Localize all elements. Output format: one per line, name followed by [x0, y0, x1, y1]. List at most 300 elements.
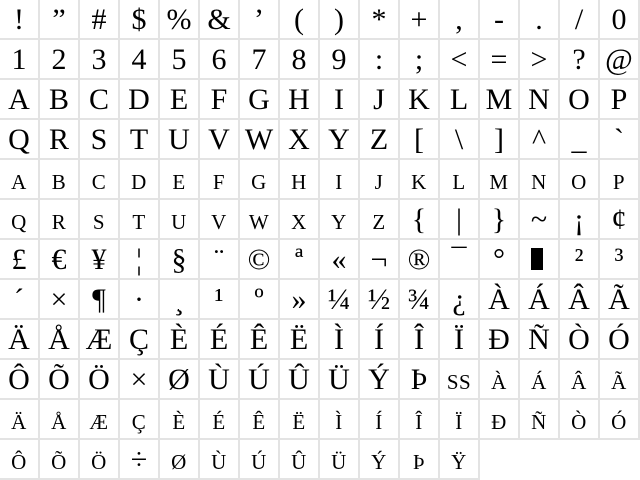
glyph: ® [407, 243, 431, 276]
glyph: X [291, 210, 307, 234]
glyph: 8 [291, 43, 307, 76]
glyph-cell[interactable] [240, 0, 280, 40]
glyph-cell[interactable] [560, 120, 600, 160]
glyph-cell[interactable] [320, 40, 360, 80]
glyph-cell[interactable] [80, 0, 120, 40]
glyph: \ [454, 123, 464, 156]
glyph: 3 [91, 43, 107, 76]
glyph: À [488, 283, 510, 316]
glyph-cell[interactable] [0, 40, 40, 80]
glyph: $ [131, 3, 147, 36]
glyph: ¥ [91, 243, 107, 276]
glyph-cell[interactable] [200, 120, 240, 160]
glyph-cell[interactable] [40, 40, 80, 80]
glyph-cell[interactable] [400, 80, 440, 120]
glyph: Â [571, 370, 587, 394]
glyph-cell[interactable] [40, 240, 80, 280]
glyph-cell[interactable] [0, 440, 40, 480]
glyph-cell[interactable] [480, 200, 520, 240]
glyph-cell[interactable] [240, 200, 280, 240]
glyph-cell[interactable] [600, 280, 640, 320]
glyph-cell[interactable] [80, 320, 120, 360]
glyph-cell[interactable] [480, 320, 520, 360]
glyph-cell[interactable] [400, 200, 440, 240]
glyph-cell[interactable] [80, 160, 120, 200]
glyph-cell[interactable] [120, 320, 160, 360]
glyph-cell[interactable] [320, 120, 360, 160]
glyph: Å [48, 323, 70, 356]
glyph-cell[interactable] [360, 200, 400, 240]
glyph-cell[interactable] [280, 0, 320, 40]
glyph-cell[interactable] [200, 320, 240, 360]
glyph-cell[interactable] [520, 360, 560, 400]
glyph: ´ [14, 283, 24, 316]
glyph-cell[interactable] [440, 400, 480, 440]
glyph: × [50, 283, 68, 316]
glyph: [ [414, 123, 424, 156]
glyph-cell[interactable] [80, 40, 120, 80]
glyph: Q [8, 123, 30, 156]
glyph-cell[interactable] [240, 240, 280, 280]
glyph-cell[interactable] [560, 160, 600, 200]
glyph: Ê [249, 323, 269, 356]
glyph-cell[interactable] [40, 80, 80, 120]
glyph-cell[interactable] [440, 440, 480, 480]
glyph: P [612, 170, 626, 194]
glyph: Ç [131, 410, 147, 434]
glyph-cell[interactable] [400, 360, 440, 400]
glyph: = [490, 43, 508, 76]
glyph-cell[interactable] [0, 120, 40, 160]
glyph-cell[interactable] [240, 120, 280, 160]
glyph: Ë [289, 323, 309, 356]
glyph-cell[interactable] [160, 240, 200, 280]
glyph-cell[interactable] [0, 200, 40, 240]
glyph-cell[interactable] [240, 40, 280, 80]
glyph-cell[interactable] [400, 280, 440, 320]
glyph: V [208, 123, 230, 156]
glyph-cell[interactable] [80, 360, 120, 400]
glyph-cell[interactable] [40, 160, 80, 200]
glyph: - [494, 3, 504, 36]
glyph-cell[interactable] [40, 0, 80, 40]
glyph-cell[interactable] [360, 320, 400, 360]
glyph-cell[interactable] [200, 360, 240, 400]
glyph: Ì [334, 323, 344, 356]
glyph: Â [568, 283, 590, 316]
glyph-cell[interactable] [120, 200, 160, 240]
glyph: | [455, 203, 462, 236]
glyph-cell[interactable] [440, 280, 480, 320]
glyph: Þ [412, 450, 426, 474]
glyph-cell[interactable] [560, 0, 600, 40]
glyph: ] [494, 123, 504, 156]
glyph: } [491, 203, 507, 236]
glyph: B [48, 83, 69, 116]
glyph-cell[interactable] [160, 0, 200, 40]
glyph: Ä [11, 410, 27, 434]
glyph-cell[interactable] [560, 40, 600, 80]
glyph-cell[interactable] [320, 80, 360, 120]
glyph-cell[interactable] [80, 440, 120, 480]
glyph-cell[interactable] [320, 160, 360, 200]
glyph-cell[interactable] [0, 400, 40, 440]
glyph-cell[interactable] [0, 160, 40, 200]
glyph-cell[interactable] [360, 240, 400, 280]
glyph: Í [374, 323, 384, 356]
glyph-cell[interactable] [280, 160, 320, 200]
glyph-cell[interactable] [520, 280, 560, 320]
glyph-cell[interactable] [440, 0, 480, 40]
glyph-cell[interactable] [480, 120, 520, 160]
glyph-cell[interactable] [200, 280, 240, 320]
glyph-cell[interactable] [40, 320, 80, 360]
glyph: ~ [530, 203, 548, 236]
glyph-cell[interactable] [40, 120, 80, 160]
glyph: ¼ [327, 283, 351, 316]
glyph-cell[interactable] [320, 0, 360, 40]
glyph-cell[interactable] [400, 40, 440, 80]
glyph-cell[interactable] [280, 200, 320, 240]
glyph: . [535, 3, 543, 36]
empty-cell [560, 440, 600, 480]
glyph-cell[interactable] [360, 440, 400, 480]
glyph-cell[interactable] [560, 400, 600, 440]
glyph-cell[interactable] [240, 160, 280, 200]
glyph-cell[interactable] [440, 240, 480, 280]
glyph: Î [415, 410, 423, 434]
glyph: > [530, 43, 548, 76]
glyph: ¢ [611, 203, 627, 236]
glyph-cell[interactable] [0, 240, 40, 280]
glyph-cell[interactable] [280, 320, 320, 360]
glyph: Ï [454, 323, 464, 356]
glyph: I [335, 170, 343, 194]
glyph: Ö [88, 363, 110, 396]
glyph: ” [52, 3, 66, 36]
glyph: Æ [85, 323, 113, 356]
glyph-cell[interactable] [160, 200, 200, 240]
glyph: { [411, 203, 427, 236]
glyph-cell[interactable] [360, 400, 400, 440]
glyph-cell[interactable] [120, 400, 160, 440]
glyph-cell[interactable] [0, 280, 40, 320]
glyph-cell[interactable] [560, 200, 600, 240]
glyph: Ü [331, 450, 347, 474]
glyph: Ã [608, 283, 630, 316]
glyph-cell[interactable] [360, 280, 400, 320]
glyph-cell[interactable] [560, 280, 600, 320]
glyph-cell[interactable] [120, 120, 160, 160]
glyph: Ö [91, 450, 107, 474]
glyph: T [132, 210, 146, 234]
glyph-cell[interactable] [400, 400, 440, 440]
missing-glyph-box [531, 248, 543, 270]
glyph: É [209, 323, 229, 356]
glyph-cell[interactable] [120, 40, 160, 80]
glyph-cell[interactable] [40, 280, 80, 320]
glyph-cell[interactable] [480, 160, 520, 200]
glyph-cell[interactable] [480, 280, 520, 320]
glyph: Z [372, 210, 386, 234]
glyph-cell[interactable] [0, 360, 40, 400]
glyph: / [574, 3, 584, 36]
glyph-cell[interactable] [480, 40, 520, 80]
glyph-cell[interactable] [480, 360, 520, 400]
glyph-cell[interactable] [400, 120, 440, 160]
glyph-cell[interactable] [440, 200, 480, 240]
glyph-cell[interactable] [120, 360, 160, 400]
glyph: ; [414, 43, 424, 76]
glyph-cell[interactable] [40, 200, 80, 240]
glyph-cell[interactable] [120, 280, 160, 320]
glyph-cell[interactable] [600, 240, 640, 280]
glyph-cell[interactable] [440, 320, 480, 360]
glyph-cell[interactable] [520, 400, 560, 440]
glyph-cell[interactable] [80, 400, 120, 440]
glyph-cell[interactable] [440, 40, 480, 80]
glyph-cell[interactable] [200, 240, 240, 280]
glyph: È [169, 323, 189, 356]
glyph: H [291, 170, 307, 194]
glyph-cell[interactable] [320, 400, 360, 440]
glyph: È [172, 410, 186, 434]
glyph-cell[interactable] [240, 440, 280, 480]
glyph-cell[interactable] [280, 40, 320, 80]
glyph-cell[interactable] [480, 400, 520, 440]
glyph: ½ [367, 283, 391, 316]
glyph-cell[interactable] [480, 0, 520, 40]
glyph: × [130, 363, 148, 396]
glyph-cell[interactable] [560, 320, 600, 360]
glyph-cell[interactable] [160, 80, 200, 120]
glyph-cell[interactable] [600, 160, 640, 200]
glyph-cell[interactable] [360, 0, 400, 40]
glyph-cell[interactable] [160, 40, 200, 80]
glyph-cell[interactable] [0, 320, 40, 360]
glyph-cell[interactable] [600, 40, 640, 80]
glyph: ¯ [451, 243, 467, 276]
glyph-cell[interactable] [360, 80, 400, 120]
glyph: ? [572, 43, 586, 76]
glyph: ¡ [574, 203, 584, 236]
glyph: H [288, 83, 310, 116]
glyph: @ [605, 43, 633, 76]
glyph-cell[interactable] [360, 360, 400, 400]
glyph-cell[interactable] [0, 0, 40, 40]
glyph-cell[interactable] [240, 400, 280, 440]
glyph: Æ [89, 410, 109, 434]
glyph-cell[interactable] [280, 280, 320, 320]
glyph: O [568, 83, 590, 116]
glyph-cell[interactable] [0, 80, 40, 120]
glyph: + [410, 3, 428, 36]
glyph-cell[interactable] [560, 240, 600, 280]
glyph-cell[interactable] [320, 200, 360, 240]
glyph-cell[interactable] [400, 320, 440, 360]
glyph: Ø [168, 363, 190, 396]
glyph: ’ [254, 3, 264, 36]
glyph-cell[interactable] [120, 80, 160, 120]
glyph: Ð [488, 323, 510, 356]
glyph-cell[interactable] [480, 80, 520, 120]
glyph-cell[interactable] [200, 440, 240, 480]
glyph-cell[interactable] [560, 360, 600, 400]
glyph: W [248, 210, 270, 234]
glyph-cell[interactable] [600, 80, 640, 120]
glyph-cell[interactable] [320, 360, 360, 400]
glyph-cell[interactable] [40, 400, 80, 440]
glyph-cell[interactable] [160, 120, 200, 160]
glyph: A [11, 170, 27, 194]
glyph: Ù [211, 450, 227, 474]
glyph-cell[interactable] [240, 80, 280, 120]
glyph-cell[interactable] [400, 240, 440, 280]
glyph-cell[interactable] [160, 400, 200, 440]
glyph-cell[interactable] [520, 40, 560, 80]
glyph-cell[interactable] [320, 240, 360, 280]
glyph: N [528, 83, 550, 116]
glyph: £ [11, 243, 27, 276]
glyph-cell[interactable] [320, 440, 360, 480]
glyph-cell[interactable] [440, 80, 480, 120]
glyph-cell[interactable] [280, 120, 320, 160]
glyph-cell[interactable] [80, 120, 120, 160]
glyph-cell[interactable] [320, 320, 360, 360]
glyph-cell[interactable] [520, 80, 560, 120]
glyph-cell[interactable] [200, 160, 240, 200]
glyph: ¶ [92, 283, 106, 316]
glyph: Ò [571, 410, 587, 434]
glyph-cell[interactable] [200, 80, 240, 120]
glyph: Ê [252, 410, 266, 434]
glyph-cell[interactable] [520, 160, 560, 200]
glyph-cell[interactable] [520, 320, 560, 360]
glyph: D [128, 83, 150, 116]
glyph-cell[interactable] [240, 320, 280, 360]
glyph: C [91, 170, 107, 194]
glyph: U [168, 123, 190, 156]
glyph-cell[interactable] [600, 360, 640, 400]
glyph-cell[interactable] [80, 240, 120, 280]
glyph: O [571, 170, 587, 194]
glyph-cell[interactable] [40, 440, 80, 480]
glyph-cell[interactable] [280, 240, 320, 280]
glyph-cell[interactable] [600, 120, 640, 160]
glyph-cell[interactable] [240, 280, 280, 320]
glyph-cell[interactable] [520, 240, 560, 280]
glyph-cell[interactable] [360, 160, 400, 200]
glyph: D [131, 170, 147, 194]
glyph-cell[interactable] [600, 0, 640, 40]
glyph: « [331, 243, 347, 276]
glyph-cell[interactable] [280, 400, 320, 440]
glyph-cell[interactable] [80, 80, 120, 120]
glyph: ² [574, 243, 584, 276]
glyph: Í [375, 410, 383, 434]
glyph: Ñ [531, 410, 547, 434]
glyph: U [171, 210, 187, 234]
glyph-cell[interactable] [520, 200, 560, 240]
glyph-cell[interactable] [240, 360, 280, 400]
glyph-cell[interactable] [40, 360, 80, 400]
glyph-cell[interactable] [120, 0, 160, 40]
glyph-cell[interactable] [360, 40, 400, 80]
glyph: * [371, 3, 387, 36]
glyph: ° [493, 243, 505, 276]
glyph-cell[interactable] [280, 360, 320, 400]
glyph-cell[interactable] [160, 320, 200, 360]
glyph: ÷ [130, 443, 148, 476]
glyph: Î [414, 323, 424, 356]
glyph-cell[interactable] [120, 440, 160, 480]
glyph-cell[interactable] [600, 200, 640, 240]
glyph-cell[interactable] [600, 320, 640, 360]
glyph-cell[interactable] [280, 80, 320, 120]
glyph-cell[interactable] [280, 440, 320, 480]
glyph-cell[interactable] [520, 120, 560, 160]
glyph: : [374, 43, 384, 76]
glyph-cell[interactable] [440, 120, 480, 160]
glyph: § [171, 243, 187, 276]
glyph-cell[interactable] [400, 0, 440, 40]
glyph: , [455, 3, 463, 36]
glyph: S [90, 123, 108, 156]
glyph-cell[interactable] [200, 0, 240, 40]
glyph-cell[interactable] [480, 240, 520, 280]
glyph-cell[interactable] [200, 200, 240, 240]
glyph: N [531, 170, 547, 194]
glyph-cell[interactable] [320, 280, 360, 320]
glyph-cell[interactable] [120, 160, 160, 200]
glyph-cell[interactable] [120, 240, 160, 280]
glyph-cell[interactable] [200, 40, 240, 80]
glyph: Ñ [528, 323, 550, 356]
glyph: B [51, 170, 67, 194]
glyph-cell[interactable] [80, 280, 120, 320]
glyph-cell[interactable] [440, 160, 480, 200]
glyph: J [373, 83, 385, 116]
glyph: Ã [611, 370, 627, 394]
glyph-cell[interactable] [160, 360, 200, 400]
glyph-cell[interactable] [560, 80, 600, 120]
glyph: Ì [335, 410, 343, 434]
glyph: Y [328, 123, 350, 156]
glyph-cell[interactable] [400, 440, 440, 480]
glyph: L [452, 170, 466, 194]
glyph-cell[interactable] [160, 440, 200, 480]
glyph: Ë [292, 410, 306, 434]
glyph: < [450, 43, 468, 76]
glyph: K [411, 170, 427, 194]
glyph-cell[interactable] [200, 400, 240, 440]
glyph: L [449, 83, 469, 116]
glyph: I [334, 83, 344, 116]
glyph: ¬ [370, 243, 388, 276]
glyph-cell[interactable] [400, 160, 440, 200]
glyph-cell[interactable] [80, 200, 120, 240]
glyph-cell[interactable] [440, 360, 480, 400]
glyph: 7 [251, 43, 267, 76]
glyph-cell[interactable] [520, 0, 560, 40]
glyph-cell[interactable] [360, 120, 400, 160]
glyph: M [485, 83, 513, 116]
glyph-cell[interactable] [160, 280, 200, 320]
glyph: ¨ [214, 243, 224, 276]
glyph: Ó [608, 323, 630, 356]
glyph-cell[interactable] [160, 160, 200, 200]
glyph-cell[interactable] [600, 400, 640, 440]
